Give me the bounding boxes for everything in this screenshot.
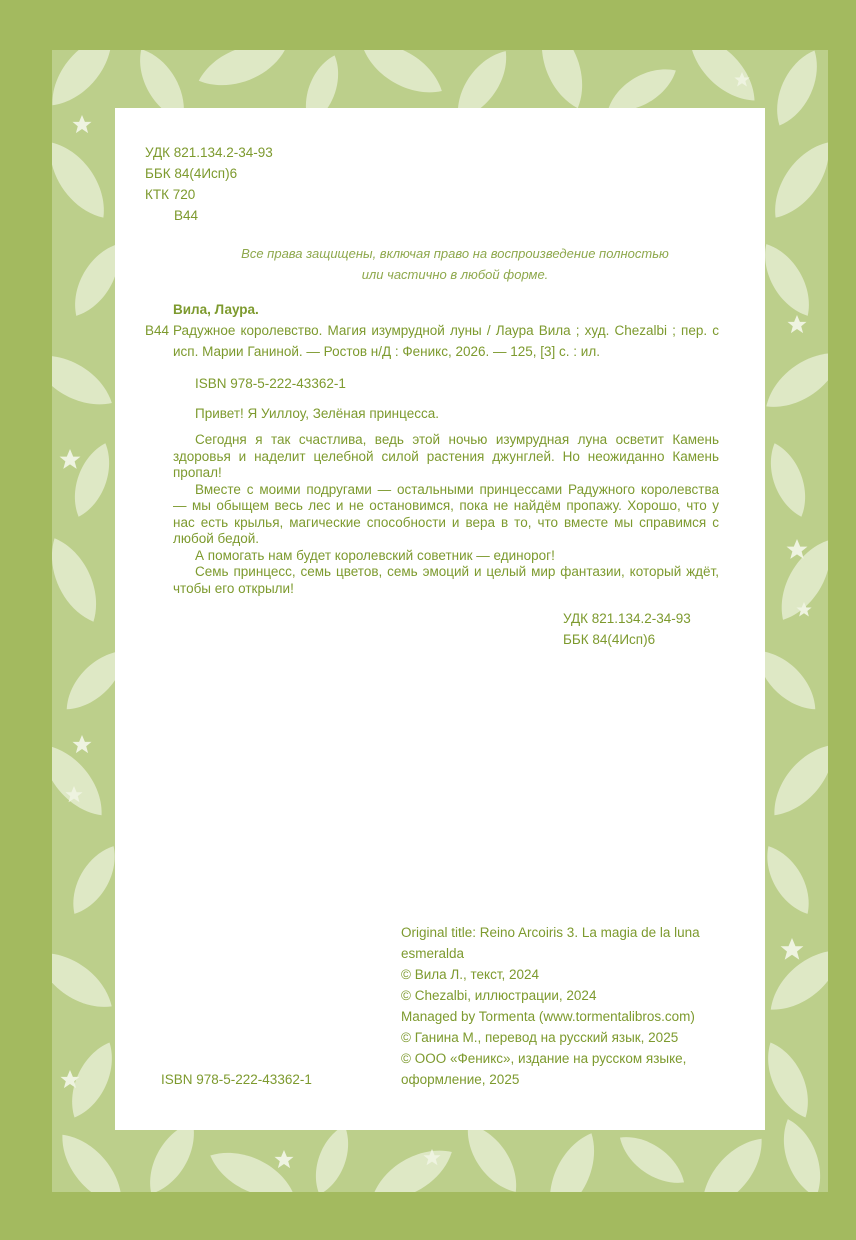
record-author-mark: В44 — [145, 323, 170, 338]
record-author: Вила, Лаура. — [173, 302, 259, 317]
credit-line: © Ганина М., перевод на русский язык, 2025 — [401, 1030, 679, 1045]
rights-notice — [175, 243, 735, 285]
bibliographic-description: Радужное королевство. Магия изумрудной луны / Лаура Вила ; худ. Chezalbi ; пер. с исп. Марии Ганиной. — Ростов н/Д : Феникс, 2026. — 125, [3] с. : ил. — [173, 323, 719, 359]
annotation-paragraph: А помогать нам будет королевский советник — единорог! — [195, 547, 555, 563]
annotation-greeting: Привет! Я Уиллоу, Зелёная принцесса. — [195, 406, 439, 421]
credit-line: Original title: Reino Arcoiris 3. La magia de la luna esmeralda — [401, 925, 700, 961]
record-bbk: ББК 84(4Исп)6 — [563, 632, 656, 647]
copyright-credits — [401, 922, 731, 1090]
annotation-paragraph: Вместе с моими подругами — остальными принцессами Радужного королевства — мы обыщем весь лес и не остановимся, пока не найдём пропажу. Хорошо, что у нас есть крылья, магические способности и вера в то, что вместе мы справимся с любой бедой. — [173, 481, 719, 546]
rights-line-1: Все права защищены, включая право на воспроизведение полностью — [241, 246, 669, 261]
ktk-code: КТК 720 — [145, 187, 196, 202]
annotation-text — [173, 432, 719, 597]
record-udk: УДК 821.134.2-34-93 — [563, 611, 691, 626]
credit-line: © Вила Л., текст, 2024 — [401, 967, 540, 982]
record-isbn: ISBN 978-5-222-43362-1 — [195, 376, 346, 391]
classification-codes — [145, 142, 273, 226]
annotation-paragraph: Сегодня я так счастлива, ведь этой ночью изумрудная луна осветит Камень здоровья и наделит целебной силой растения джунглей. Но неожиданно Камень пропал! — [173, 432, 719, 480]
credit-line: © Chezalbi, иллюстрации, 2024 — [401, 988, 597, 1003]
rights-line-2: или частично в любой форме. — [361, 267, 549, 282]
udk-code: УДК 821.134.2-34-93 — [145, 145, 273, 160]
author-mark: В44 — [174, 208, 199, 223]
imprint-page — [115, 108, 765, 1130]
annotation-paragraph: Семь принцесс, семь цветов, семь эмоций и целый мир фантазии, который ждёт, чтобы его открыли! — [173, 564, 719, 596]
credit-line: © ООО «Феникс», издание на русском языке, оформление, 2025 — [401, 1051, 687, 1087]
bbk-code: ББК 84(4Исп)6 — [145, 166, 238, 181]
footer-isbn: ISBN 978-5-222-43362-1 — [161, 1072, 312, 1087]
record-codes — [563, 608, 691, 650]
credit-line: Managed by Tormenta (www.tormentalibros.com) — [401, 1009, 695, 1024]
